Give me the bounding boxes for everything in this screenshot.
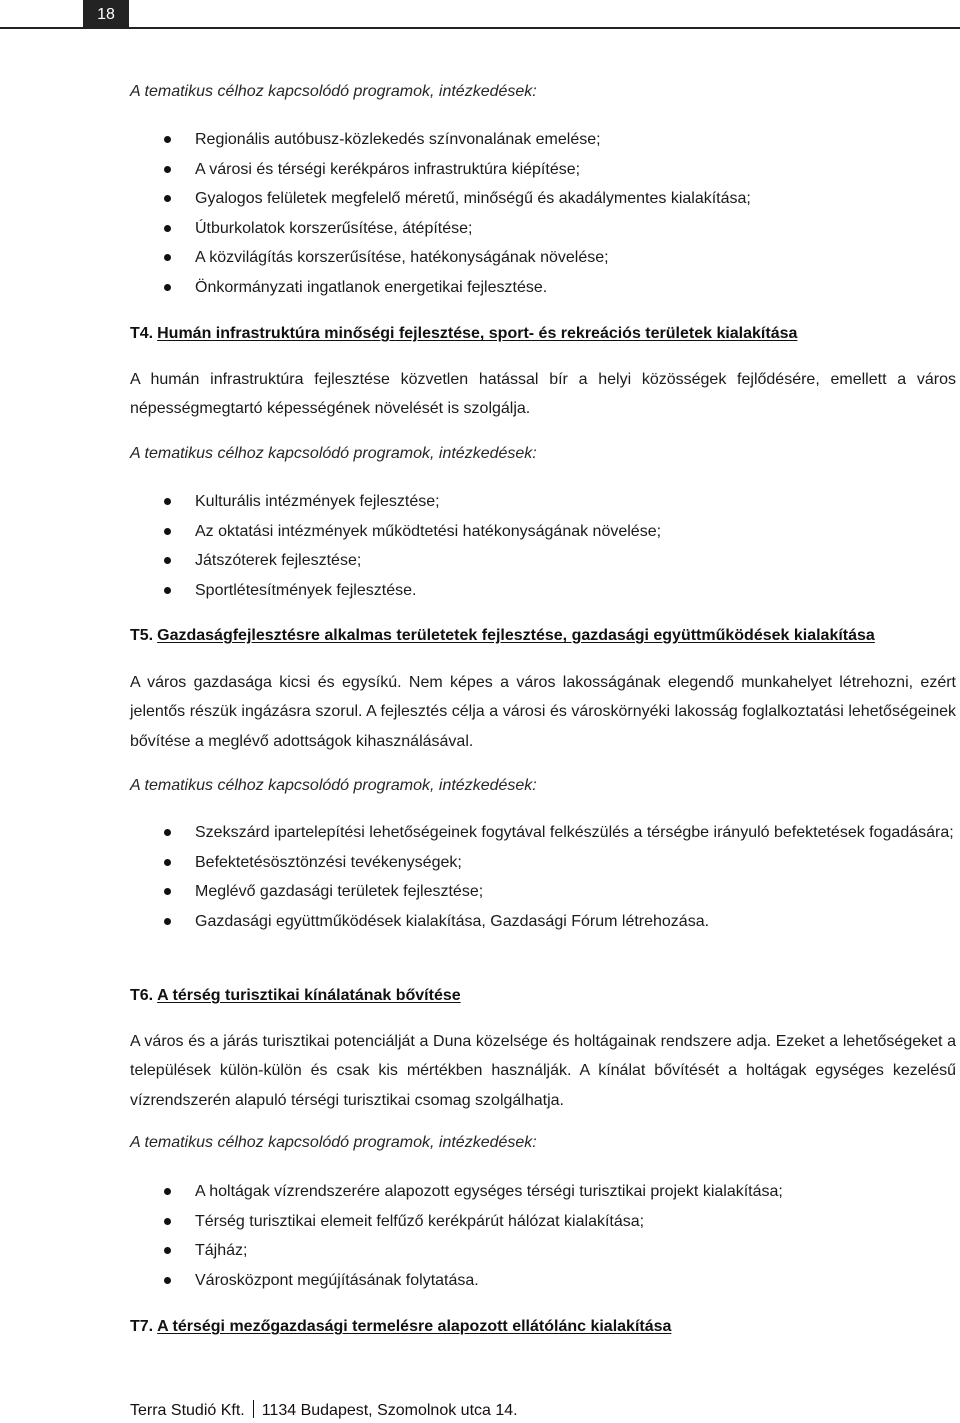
list-item: A közvilágítás korszerűsítése, hatékonyságának növelése; [130, 243, 956, 273]
list-item: Szekszárd ipartelepítési lehetőségeinek fogytával felkészülés a térségbe irányuló befektetések fogadására; [130, 818, 956, 848]
section-code: T4. [130, 325, 154, 342]
list-item: Regionális autóbusz-közlekedés színvonalának emelése; [130, 125, 956, 155]
list-item: Kulturális intézmények fejlesztése; [130, 487, 956, 517]
page-number: 18 [83, 0, 129, 29]
list-item: Gyalogos felületek megfelelő méretű, minőségű és akadálymentes kialakítása; [130, 184, 956, 214]
list-item: A holtágak vízrendszerére alapozott egységes térségi turisztikai projekt kialakítása; [130, 1177, 956, 1207]
list-item: Sportlétesítmények fejlesztése. [130, 576, 956, 606]
list-item: Befektetésösztönzési tevékenységek; [130, 848, 956, 878]
footer-separator [253, 1400, 254, 1418]
programs-intro: A tematikus célhoz kapcsolódó programok, intézkedések: [130, 777, 537, 794]
section-title: A térség turisztikai kínálatának bővítése [157, 987, 461, 1004]
list-item: A városi és térségi kerékpáros infrastruktúra kiépítése; [130, 155, 956, 185]
list-item: Játszóterek fejlesztése; [130, 546, 956, 576]
bullet-list [130, 125, 956, 302]
header-rule [0, 27, 960, 29]
list-item: Gazdasági együttműködések kialakítása, Gazdasági Fórum létrehozása. [130, 907, 956, 937]
bullet-list [130, 487, 956, 605]
section-heading-t4 [130, 324, 797, 344]
section-title: Humán infrastruktúra minőségi fejlesztése, sport- és rekreációs területek kialakítása [157, 325, 798, 342]
section-code: T6. [130, 987, 154, 1004]
list-item: Önkormányzati ingatlanok energetikai fejlesztése. [130, 273, 956, 303]
page-footer [130, 1399, 518, 1423]
programs-intro: A tematikus célhoz kapcsolódó programok, intézkedések: [130, 83, 537, 100]
list-item: Az oktatási intézmények működtetési hatékonyságának növelése; [130, 517, 956, 547]
programs-intro: A tematikus célhoz kapcsolódó programok, intézkedések: [130, 1134, 537, 1151]
list-item: Városközpont megújításának folytatása. [130, 1266, 956, 1296]
list-item: Útburkolatok korszerűsítése, átépítése; [130, 214, 956, 244]
section-code: T7. [130, 1318, 154, 1335]
list-item: Tájház; [130, 1236, 956, 1266]
footer-address: 1134 Budapest, Szomolnok utca 14. [261, 1402, 518, 1419]
list-item: Térség turisztikai elemeit felfűző kerékpárút hálózat kialakítása; [130, 1207, 956, 1237]
section-paragraph: A város és a járás turisztikai potenciálját a Duna közelsége és holtágainak rendszere adja. Ezeket a lehetőségeket a települések külön-külön és csak kis mértékben használják. A kínálat bővítését a holtágak egységes kezelésű vízrendszerén alapuló térségi turisztikai csomag szolgálhatja. [130, 1033, 956, 1109]
programs-intro: A tematikus célhoz kapcsolódó programok, intézkedések: [130, 445, 537, 462]
section-paragraph: A humán infrastruktúra fejlesztése közvetlen hatással bír a helyi közösségek fejlődésére, emellett a város népességmegtartó képességének növelését is szolgálja. [130, 371, 956, 418]
footer-company: Terra Studió Kft. [130, 1402, 245, 1419]
section-title: A térségi mezőgazdasági termelésre alapozott ellátólánc kialakítása [157, 1318, 672, 1335]
bullet-list [130, 818, 956, 936]
bullet-list [130, 1177, 956, 1295]
list-item: Meglévő gazdasági területek fejlesztése; [130, 877, 956, 907]
section-heading-t7 [130, 1317, 671, 1337]
section-heading-t5 [130, 626, 875, 646]
section-heading-t6 [130, 986, 461, 1006]
section-paragraph: A város gazdasága kicsi és egysíkú. Nem képes a város lakosságának elegendő munkahelyet létrehozni, ezért jelentős részük ingázásra szorul. A fejlesztés célja a városi és városkörnyéki lakosság foglalkoztatási lehetőségeinek bővítése a meglévő adottságok kihasználásával. [130, 674, 956, 750]
section-code: T5. [130, 627, 154, 644]
section-title: Gazdaságfejlesztésre alkalmas területetek fejlesztése, gazdasági együttműködések kialakítása [157, 627, 875, 644]
